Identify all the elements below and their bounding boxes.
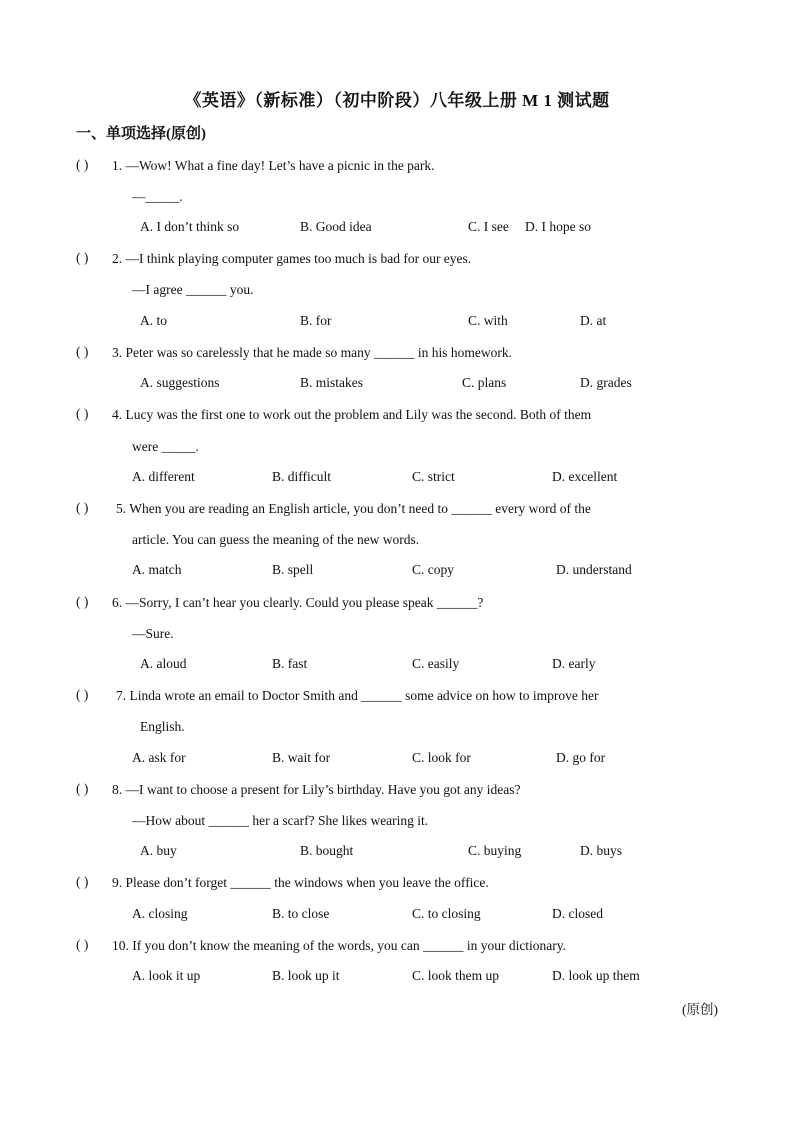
- option-c: C. plans: [462, 375, 507, 390]
- option-b: B. to close: [272, 906, 330, 921]
- question-stem: 4. Lucy was the first one to work out the problem and Lily was the second. Both of them: [112, 407, 592, 422]
- answer-blank: ( ): [76, 781, 89, 796]
- option-d: D. go for: [556, 750, 606, 765]
- answer-blank: ( ): [76, 937, 89, 952]
- question-stem: 9. Please don’t forget ______ the windows when you leave the office.: [112, 875, 489, 890]
- answer-blank: ( ): [76, 687, 89, 702]
- answer-blank: ( ): [76, 500, 89, 515]
- option-d: D. early: [552, 656, 596, 671]
- option-d: D. excellent: [552, 469, 618, 484]
- question-stem: 6. —Sorry, I can’t hear you clearly. Could you please speak ______?: [112, 595, 484, 610]
- question-stem-line2: —How about ______ her a scarf? She likes wearing it.: [132, 813, 429, 828]
- option-d: D. understand: [556, 562, 632, 577]
- option-a: A. aloud: [140, 656, 187, 671]
- option-b: B. wait for: [272, 750, 331, 765]
- option-a: A. suggestions: [140, 375, 220, 390]
- page-title: 《英语》（新标准）（初中阶段）八年级上册 M 1 测试题: [184, 91, 610, 110]
- option-c: C. look them up: [412, 968, 499, 983]
- answer-blank: ( ): [76, 157, 89, 172]
- option-d: D. grades: [580, 375, 632, 390]
- answer-blank: ( ): [76, 594, 89, 609]
- option-c: C. copy: [412, 562, 454, 577]
- option-b: B. spell: [272, 562, 314, 577]
- option-a: A. ask for: [132, 750, 186, 765]
- option-b: B. bought: [300, 843, 354, 858]
- option-d: D. at: [580, 313, 607, 328]
- option-a: A. closing: [132, 906, 188, 921]
- source-note: (原创): [682, 1002, 718, 1017]
- question-stem: 5. When you are reading an English article, you don’t need to ______ every word of the: [116, 501, 591, 516]
- question-stem: 3. Peter was so carelessly that he made so many ______ in his homework.: [112, 345, 513, 360]
- question-stem: 8. —I want to choose a present for Lily’s birthday. Have you got any ideas?: [112, 782, 521, 797]
- question-stem: 7. Linda wrote an email to Doctor Smith and ______ some advice on how to improve her: [116, 688, 599, 703]
- option-c: C. I see: [468, 219, 509, 234]
- answer-blank: ( ): [76, 874, 89, 889]
- option-b: B. difficult: [272, 469, 331, 484]
- section-heading: 一、单项选择(原创): [76, 126, 206, 142]
- answer-blank: ( ): [76, 406, 89, 421]
- option-c: C. strict: [412, 469, 455, 484]
- option-d: D. look up them: [552, 968, 640, 983]
- answer-blank: ( ): [76, 250, 89, 265]
- option-b: B. fast: [272, 656, 308, 671]
- question-stem-line2: —I agree ______ you.: [132, 282, 254, 297]
- option-c: C. with: [468, 313, 508, 328]
- option-c: C. look for: [412, 750, 471, 765]
- question-stem-line2: —Sure.: [132, 626, 174, 641]
- option-a: A. match: [132, 562, 182, 577]
- question-stem-line2: English.: [140, 719, 185, 734]
- option-a: A. I don’t think so: [140, 219, 240, 234]
- answer-blank: ( ): [76, 344, 89, 359]
- option-b: B. for: [300, 313, 332, 328]
- option-a: A. different: [132, 469, 195, 484]
- option-d: D. closed: [552, 906, 603, 921]
- option-a: A. look it up: [132, 968, 201, 983]
- option-a: A. to: [140, 313, 167, 328]
- question-stem-line2: article. You can guess the meaning of the new words.: [132, 532, 420, 547]
- option-b: B. look up it: [272, 968, 340, 983]
- option-d: D. buys: [580, 843, 623, 858]
- option-c: C. buying: [468, 843, 522, 858]
- question-stem: 10. If you don’t know the meaning of the words, you can ______ in your dictionary.: [112, 938, 567, 953]
- option-b: B. Good idea: [300, 219, 372, 234]
- question-stem-line2: —_____.: [132, 189, 183, 204]
- question-stem: 1. —Wow! What a fine day! Let’s have a picnic in the park.: [112, 158, 435, 173]
- option-c: C. easily: [412, 656, 460, 671]
- option-b: B. mistakes: [300, 375, 363, 390]
- option-a: A. buy: [140, 843, 177, 858]
- question-stem: 2. —I think playing computer games too much is bad for our eyes.: [112, 251, 472, 266]
- question-stem-line2: were _____.: [132, 439, 199, 454]
- option-d: D. I hope so: [525, 219, 591, 234]
- option-c: C. to closing: [412, 906, 481, 921]
